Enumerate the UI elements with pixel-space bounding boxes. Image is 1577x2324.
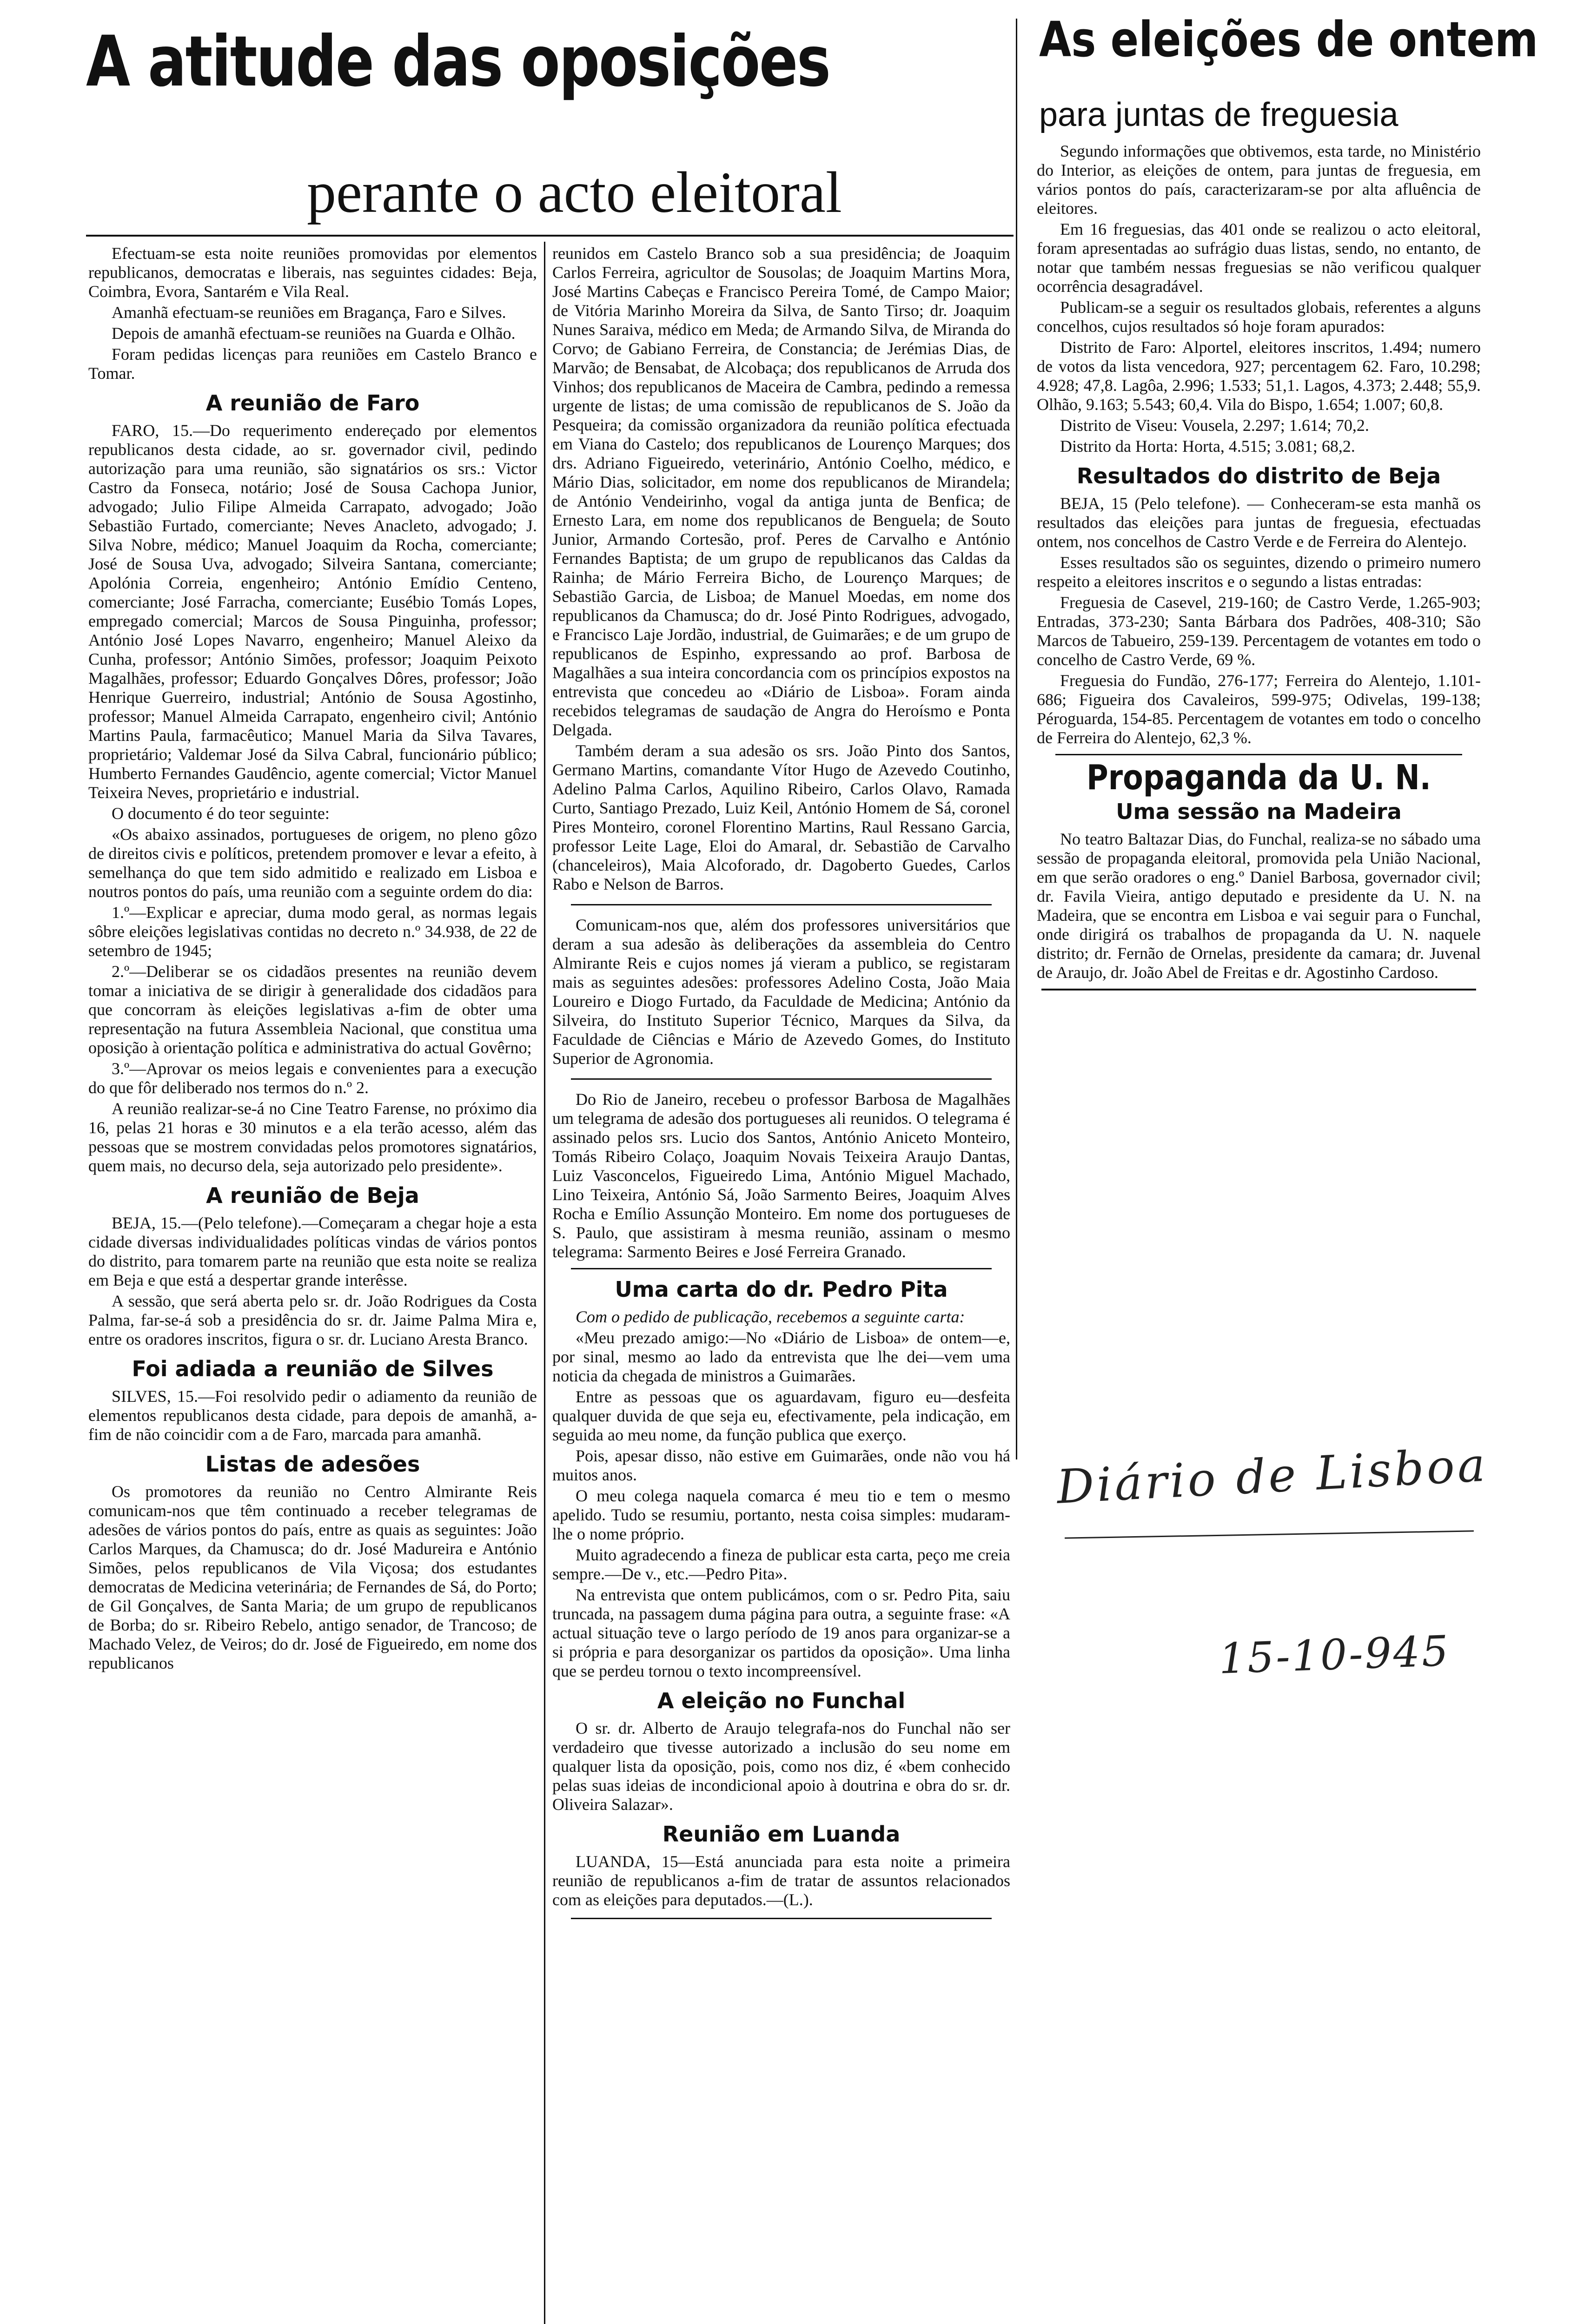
paragraph: Em 16 freguesias, das 401 onde se realizou o acto eleitoral, foram apresentadas ao sufrágio duas listas, sendo, no entanto, de notar que também nessas freguesias se não verificou qualquer ocorrência desagradável. — [1037, 220, 1481, 296]
paragraph: Com o pedido de publicação, recebemos a seguinte carta: — [576, 1307, 965, 1326]
section-heading-madeira: Uma sessão na Madeira — [1116, 799, 1402, 824]
paragraph: A sessão, que será aberta pelo sr. dr. João Rodrigues da Costa Palma, far-se-á sob a presidência do sr. dr. Jaime Palma Mira e, entre os oradores inscritos, figura o sr. dr. Luciano Aresta Branco. — [88, 1292, 537, 1348]
section-separator — [571, 1268, 992, 1269]
paragraph: BEJA, 15 (Pelo telefone). — Conheceram-se esta manhã os resultados das eleições para juntas de freguesia, efectuadas ontem, nos concelhos de Castro Verde e de Ferreira do Alentejo. — [1037, 494, 1481, 551]
paragraph: Comunicam-nos que, além dos professores universitários que deram a sua adesão às deliberações da assembleia do Centro Almirante Reis e cujos nomes já vieram a publico, se registaram mais as seguintes adesões: professores Adelino Costa, João Maia Loureiro e Diogo Furtado, da Faculdade de Medicina; António da Silveira, do Instituto Superior Técnico, Marques da Silva, da Faculdade de Ciências e Mário de Azevedo Gomes, do Instituto Superior de Agronomia. — [552, 916, 1010, 1068]
section-separator — [571, 1078, 992, 1080]
handwritten-date: 15-10-945 — [1218, 1626, 1451, 1684]
paragraph: SILVES, 15.—Foi resolvido pedir o adiamento da reunião de elementos republicanos desta cidade, para depois de amanhã, a-fim de não coincidir com a de Faro, marcada para amanhã. — [88, 1387, 537, 1444]
paragraph: O meu colega naquela comarca é meu tio e tem o mesmo apelido. Tudo se resumiu, portanto, nesta coisa simples: mudaram-lhe o nome próprio. — [552, 1486, 1010, 1543]
right-headline: As eleições de ontem — [1039, 11, 1538, 68]
headline-subtitle: perante o acto eleitoral — [307, 160, 842, 225]
paragraph: Amanhã efectuam-se reuniões em Bragança, Faro e Silves. — [112, 303, 506, 322]
section-heading-listas: Listas de adesões — [205, 1452, 420, 1477]
column-divider-right — [1016, 19, 1017, 1459]
paragraph: Foram pedidas licenças para reuniões em Castelo Branco e Tomar. — [88, 345, 537, 383]
section-separator — [571, 904, 992, 905]
paragraph: Na entrevista que ontem publicámos, com o sr. Pedro Pita, saiu truncada, na passagem duma página para outra, a seguinte frase: «A actual situação teve o largo período de 19 anos para organizar-se a si própria e para desorganizar os partidos da oposição». Uma linha que se perdeu tornou o texto incompreensível. — [552, 1585, 1010, 1680]
section-heading-luanda: Reunião em Luanda — [662, 1822, 901, 1847]
right-column — [1037, 142, 1481, 990]
paragraph: Muito agradecendo a fineza de publicar esta carta, peço me creia sempre.—De v., etc.—Pedro Pita». — [552, 1545, 1010, 1583]
paragraph: Os promotores da reunião no Centro Almirante Reis comunicam-nos que têm continuado a receber telegramas de adesões de vários pontos do país, entre as quais as seguintes: João Carlos Marques, da Chamusca; do dr. José Madureira e António Simões, pelos republicanos de Vila Viçosa; dos estudantes democratas de Medicina veterinária; de Fernandes de Sá, do Porto; de Gil Gonçalves, de Santa Maria; de um grupo de republicanos de Borba; do sr. Ribeiro Rebelo, antigo senador, de Trancoso; de Machado Velez, de Veiros; do dr. José de Figueiredo, em nome dos republicanos — [88, 1482, 537, 1672]
paragraph: Distrito de Faro: Alportel, eleitores inscritos, 1.494; numero de votos da lista vencedora, 927; percentagem 62. Faro, 10.298; 4.928; 47,8. Lagôa, 2.996; 1.533; 51,1. Lagos, 4.373; 2.448; 55,9. Olhão, 9.163; 5.543; 60,4. Vila do Bispo, 1.654; 1.007; 60,8. — [1037, 338, 1481, 414]
paragraph: Também deram a sua adesão os srs. João Pinto dos Santos, Germano Martins, comandante Vítor Hugo de Azevedo Coutinho, Adelino Palma Carlos, Aquilino Ribeiro, Carlos Olavo, Ramada Curto, Santiago Prezado, Luiz Keil, António Homem de Sá, coronel Pires Monteiro, coronel Florentino Martins, Raul Ressano Garcia, professor Leite Lage, Eloi do Amaral, dr. Sebastião de Carvalho (chanceleiros), Maia Alcoforado, dr. Dagoberto Guedes, Carlos Rabo e Nelson de Barros. — [552, 741, 1010, 893]
paragraph: Entre as pessoas que os aguardavam, figuro eu—desfeita qualquer duvida de que seja eu, efectivamente, pela indicação, em seguida ao meu nome, da função publica que exerço. — [552, 1387, 1010, 1444]
handwritten-source: Diário de Lisboa — [1055, 1437, 1489, 1514]
column-divider-left — [544, 242, 545, 2324]
paragraph: A reunião realizar-se-á no Cine Teatro Farense, no próximo dia 16, pelas 21 horas e 30 minutos e a ela terão acesso, além das pessoas que se mostrem convidadas pelos promotores signatários, quem mais, no decurso dela, seja autorizado pelo presidente». — [88, 1099, 537, 1175]
paragraph: LUANDA, 15—Está anunciada para esta noite a primeira reunião de republicanos a-fim de tratar de assuntos relacionados com as eleições para deputados.—(L.). — [552, 1852, 1010, 1909]
handwritten-underline — [1065, 1530, 1474, 1538]
section-heading-beja: A reunião de Beja — [206, 1183, 419, 1208]
section-heading-silves: Foi adiada a reunião de Silves — [132, 1356, 494, 1381]
section-heading-propaganda: Propaganda da U. N. — [1087, 758, 1431, 798]
paragraph: Pois, apesar disso, não estive em Guimarães, onde não vou há muitos anos. — [552, 1446, 1010, 1484]
right-subheadline: para juntas de freguesia — [1039, 96, 1398, 133]
section-separator — [571, 1918, 992, 1919]
paragraph: reunidos em Castelo Branco sob a sua presidência; de Joaquim Carlos Ferreira, agricultor de Sousolas; de Joaquim Martins Mora, José Martins Cabeças e Francisco Pereira Tomé, de Campo Maior; de Vitória Marinho Moreira da Silva, de Santo Tirso; dr. Joaquim Nunes Saraiva, médico em Meda; de Armando Silva, de Miranda do Corvo; de Gabiano Ferreira, de Constancia; de Jerémias Dias, de Marvão; de Bensabat, de Alcobaça; dos republicanos de Arruda dos Vinhos; dos republicanos de Maceira de Cambra, pedindo a remessa urgente de listas; de uma comissão de republicanos de S. João da Pesqueira; da comissão organizadora da reunião política efectuada em Viana do Castelo; dos republicanos de Lourenço Marques; dos drs. Adriano Figueiredo, veterinário, António Coelho, médico, e Mário Dias, solicitador, em nome dos republicanos de Mirandela; de António Vendeirinho, vogal da antiga junta de Benfica; de Ernesto Lara, em nome dos republicanos de Benguela; de Souto Junior, Armando Cortesão, prof. Peres de Carvalho e António Fernandes Baptista; de um grupo de republicanos das Caldas da Rainha; de Mário Ferreira Bicho, de Lourenço Marques; de Sebastião Garcia, de Lisboa; de Manuel Moedas, em nome dos republicanos da Chamusca; do dr. José Pinto Rodrigues, advogado, e Francisco Laje Jordão, industrial, de Guimarães; e de um grupo de republicanos de Espinho, expressando ao prof. Barbosa de Magalhães a sua inteira concordancia com os princípios expostos na entrevista que concedeu ao «Diário de Lisboa». Foram ainda recebidos telegramas de saudação de Angra do Heroísmo e Ponta Delgada. — [552, 244, 1010, 739]
paragraph: 2.º—Deliberar se os cidadãos presentes na reunião devem tomar a iniciativa de se dirigir à generalidade dos cidadãos para que concorram às eleições legislativas a-fim de obter uma representação na futura Assembleia Nacional, que constitua uma oposição à orientação política e administrativa do actual Govêrno; — [88, 962, 537, 1057]
paragraph: Depois de amanhã efectuam-se reuniões na Guarda e Olhão. — [112, 324, 516, 343]
section-heading-pita: Uma carta do dr. Pedro Pita — [615, 1277, 948, 1302]
paragraph: O documento é do teor seguinte: — [112, 804, 330, 823]
paragraph: Publicam-se a seguir os resultados globais, referentes a alguns concelhos, cujos resultados só hoje foram apurados: — [1037, 298, 1481, 336]
paragraph: No teatro Baltazar Dias, do Funchal, realiza-se no sábado uma sessão de propaganda eleitoral, promovida pela União Nacional, em que serão oradores o eng.º Daniel Barbosa, governador civil; dr. Favila Vieira, antigo deputado e presidente da U. N. na Madeira, que se encontra em Lisboa e vai seguir para o Funchal, onde dirigirá os trabalhos de propaganda da U. N. naquele distrito; dr. Fernão de Ornelas, presidente da camara; dr. Juvenal de Araujo, dr. João Abel de Freitas e dr. Agostinho Cardoso. — [1037, 830, 1481, 982]
paragraph: Distrito de Viseu: Vousela, 2.297; 1.614; 70,2. — [1060, 416, 1369, 435]
left-column — [88, 244, 537, 1675]
headline-rule — [86, 235, 1014, 237]
paragraph: Esses resultados são os seguintes, dizendo o primeiro numero respeito a eleitores inscritos e o segundo a listas entradas: — [1037, 553, 1481, 591]
paragraph: «Meu prezado amigo:—No «Diário de Lisboa» de ontem—e, por sinal, mesmo ao lado da entrevista que lhe dei—vem uma noticia da chegada de ministros a Guimarães. — [552, 1328, 1010, 1385]
paragraph: BEJA, 15.—(Pelo telefone).—Começaram a chegar hoje a esta cidade diversas individualidades políticas vindas de vários pontos do distrito, para tomarem parte na reunião que esta noite se realiza em Beja e que está a despertar grande interêsse. — [88, 1214, 537, 1289]
main-headline: A atitude das oposições — [86, 21, 830, 102]
paragraph: Segundo informações que obtivemos, esta tarde, no Ministério do Interior, as eleições de ontem, para juntas de freguesia, em vários pontos do país, caracterizaram-se por alta afluência de eleitores. — [1037, 142, 1481, 218]
paragraph: 3.º—Aprovar os meios legais e convenientes para a execução do que fôr deliberado nos termos do n.º 2. — [88, 1059, 537, 1097]
paragraph: 1.º—Explicar e apreciar, duma modo geral, as normas legais sôbre eleições legislativas contidas no decreto n.º 34.938, de 22 de setembro de 1945; — [88, 903, 537, 960]
section-separator — [1041, 989, 1476, 990]
section-heading-beja-results: Resultados do distrito de Beja — [1076, 463, 1441, 489]
paragraph: Do Rio de Janeiro, recebeu o professor Barbosa de Magalhães um telegrama de adesão dos portugueses ali reunidos. O telegrama é assinado pelos srs. Lucio dos Santos, António Aniceto Monteiro, Tomás Ribeiro Colaço, Joaquim Novais Teixeira Araujo Dantas, Luiz Vasconcelos, Figueiredo Lima, António Miguel Machado, Lino Teixeira, António Sá, João Sarmento Beires, Joaquim Alves Rocha e Emílio Assunção Monteiro. Em nome dos portugueses de S. Paulo, que assistiram à mesma reunião, assinam o mesmo telegrama: Sarmento Beires e José Ferreira Granado. — [552, 1090, 1010, 1261]
paragraph: Distrito da Horta: Horta, 4.515; 3.081; 68,2. — [1060, 437, 1355, 456]
paragraph: «Os abaixo assinados, portugueses de origem, no pleno gôzo de direitos civis e políticos, pretendem promover e levar a efeito, à semelhança do que tem sido admitido e realizado em Lisboa e noutros pontos do país, uma reunião com a seguinte ordem do dia: — [88, 825, 537, 901]
middle-column — [552, 244, 1010, 1919]
paragraph: Freguesia de Casevel, 219-160; de Castro Verde, 1.265-903; Entradas, 373-230; Santa Bárbara dos Padrões, 408-310; São Marcos de Tabueiro, 259-139. Percentagem de votantes em todo o concelho de Castro Verde, 69 %. — [1037, 593, 1481, 669]
section-separator — [1055, 754, 1462, 755]
section-heading-faro: A reunião de Faro — [205, 390, 420, 416]
paragraph: Freguesia do Fundão, 276-177; Ferreira do Alentejo, 1.101-686; Figueira dos Cavaleiros, 599-975; Odivelas, 199-138; Péroguarda, 154-85. Percentagem de votantes em todo o concelho de Ferreira do Alentejo, 62,3 %. — [1037, 671, 1481, 747]
paragraph: O sr. dr. Alberto de Araujo telegrafa-nos do Funchal não ser verdadeiro que tivesse autorizado a inclusão do seu nome em qualquer lista da oposição, pois, como nos diz, é «bem conhecido pelas suas ideias de incondicional apoio à doutrina e obra do sr. dr. Oliveira Salazar». — [552, 1719, 1010, 1814]
section-heading-funchal: A eleição no Funchal — [657, 1688, 906, 1713]
paragraph: Efectuam-se esta noite reuniões promovidas por elementos republicanos, democratas e liberais, nas seguintes cidades: Beja, Coimbra, Evora, Santarém e Vila Real. — [88, 244, 537, 301]
paragraph: FARO, 15.—Do requerimento endereçado por elementos republicanos desta cidade, ao sr. governador civil, pedindo autorização para uma reunião, são signatários os srs.: Victor Castro da Fonseca, notário; José de Sousa Cachopa Junior, advogado; Julio Filipe Almeida Carrapato, advogado; João Sebastião Furtado, comerciante; Neves Anacleto, advogado; J. Silva Nobre, médico; Manuel Joaquim da Rocha, comerciante; José de Sousa Uva, advogado; Silveira Santana, comerciante; Apolónia Correia, engenheiro; António Emídio Centeno, comerciante; José Farracha, comerciante; Eusébio Tomás Lopes, empregado comercial; Marcos de Sousa Pinguinha, professor; António José Lopes Navarro, engenheiro; Manuel Aleixo da Cunha, professor; António Simões, professor; Joaquim Peixoto Magalhães, professor; Eduardo Gonçalves Dôres, professor; João Henrique Guerreiro, industrial; António de Sousa Agostinho, professor; Manuel Almeida Carrapato, engenheiro civil; António Martins Paula, farmacêutico; Manuel Maria da Silva Tavares, proprietário; Valdemar José da Silva Cabral, funcionário público; Humberto Fernandes Gaudêncio, agente comercial; Victor Manuel Teixeira Neves, proprietário e industrial. — [88, 421, 537, 802]
